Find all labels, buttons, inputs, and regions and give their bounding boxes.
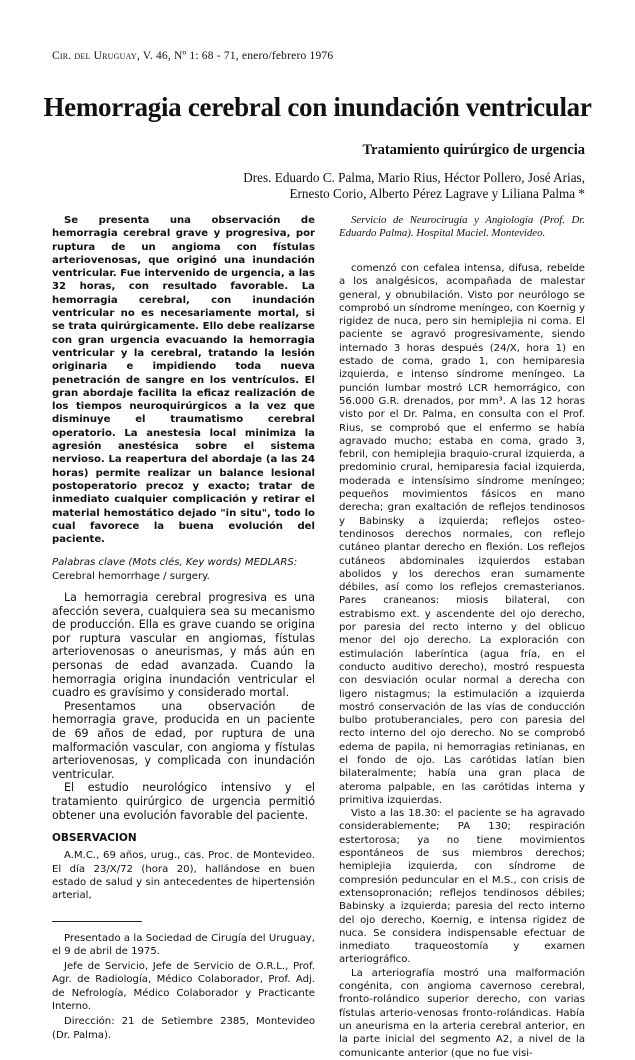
introduction	[52, 591, 315, 822]
footnote-divider	[52, 921, 142, 922]
section-heading: OBSERVACION	[52, 832, 137, 845]
intro-paragraph: Presentamos una observación de hemorragia grave, producida en un paciente de 69 años de edad, por ruptura de una malformación vascular, con angioma y fístulas arteriovenosas, y complicada con inundación ventricular.	[52, 699, 315, 781]
keywords-label: Palabras clave (Mots clés, Key words) MEDLARS:	[52, 557, 298, 569]
right-column	[339, 214, 585, 1060]
keywords-value: Cerebral hemorrhage / surgery.	[52, 570, 210, 582]
footnote: Presentado a la Sociedad de Cirugía del Uruguay, el 9 de abril de 1975.	[52, 932, 315, 957]
journal-details: V. 46, Nº 1: 68 - 71, enero/febrero 1976	[142, 50, 334, 62]
abstract: Se presenta una observación de hemorragia cerebral grave y progresiva, por ruptura de un angioma con fístulas arteriovenosas, que originó una inundación ventricular. Fue intervenido de urgencia, a las 32 horas, con resultado favorable. La hemorragia cerebral, con inundación ventricular no es necesariamente mortal, si se trata quirúrgicamente. Ello debe realizarse con gran urgencia evacuando la hemorragia ventricular y la cerebral, tratando la lesión originaria e impidiendo toda nueva penetración de sangre en los ventrículos. El gran abordaje facilita la eficaz realización de los tiempos neuroquirúrgicos a la vez que disminuye el traumatismo cerebral operatorio. La anestesia local minimiza la agresión anestésica sobre el sistema nervioso. La reapertura del abordaje (a las 24 horas) permite realizar un balance lesional postoperatorio precoz y exacto; tratar de inmediato cualquier complicación y retirar el material hemostático dejado "in situ", todo lo cual favorece la buena evolución del paciente.	[52, 215, 315, 546]
footnote: Jefe de Servicio, Jefe de Servicio de O.R.L., Prof. Agr. de Radiología, Médico Colaborador, Prof. Adj. de Nefrología, Médico Colaborador y Practicante Interno.	[52, 961, 315, 1013]
journal-citation	[52, 50, 333, 62]
keywords	[52, 556, 315, 583]
article-title: Hemorragia cerebral con inundación ventricular	[43, 92, 592, 122]
author-line-1: Dres. Eduardo C. Palma, Mario Rius, Héctor Pollero, José Arias,	[243, 170, 585, 185]
intro-paragraph: La hemorragia cerebral progresiva es una afección severa, cualquiera sea su mecanismo de producción. Ella es grave cuando se origina por ruptura vascular en angiomas, fístulas arteriovenosas o aneurismas, y más aún en personas de edad avanzada. Cuando la hemorragia origina inundación ventricular el cuadro es gravísimo y considerado mortal.	[52, 591, 315, 700]
body-paragraph: Visto a las 18.30: el paciente se ha agravado considerablemente; PA 130; respiración estertorosa; ya no tiene movimientos espontáneos de sus miembros derechos; hemiplejia izquierda, con síndrome de compresión peduncular en el M.S., con crisis de extensopronación; reflejos tendinosos débiles; Babinsky a izquierda; paresia del recto interno del ojo derecho, Koernig, e intensa rigidez de nuca. Se considera indispensable efectuar de inmediato traqueostomía y examen arteriográfico.	[339, 808, 585, 966]
article-subtitle: Tratamiento quirúrgico de urgencia	[362, 142, 585, 158]
case-description	[339, 262, 585, 1060]
body-paragraph: comenzó con cefalea intensa, difusa, rebelde a los analgésicos, acompañada de malestar general, y obnubilación. Visto por neurólogo se comprobó un síndrome meníngeo, con Koernig y rigidez de nuca, pero sin hemiplejia ni coma. El paciente se agravó progresivamente, siendo internado 3 horas después (24/X, hora 1) en estado de coma, grado 1, con hemiparesia izquierda, e intenso síndrome meníngeo. La punción lumbar mostró LCR hemorrágico, con 56.000 G.R. drenados, por mm³. A las 12 horas visto por el Dr. Palma, en consulta con el Prof. Rius, se comprobó que el enfermo se había agravado mucho; estaba en coma, grado 3, febril, con hemiplejia braquio-crural izquierda, a predominio crural, hemiparesia facial izquierda, moderada e intensísimo síndrome meníngeo; pequeños movimientos fásicos en mano derecha; gran exaltación de reflejos tendinosos y Babinsky a izquierda; reflejos osteo-tendinosos derechos normales, con reflejo cutáneo plantar derecho en flexión. Los reflejos cutáneos abdominales izquierdos estaban abolidos y los derechos eran sumamente débiles, así como los reflejos cremasterianos. Pares craneanos: miosis bilateral, con estrabismo ext. y ascendente del ojo derecho, por paresia del recto interno y del oblicuo menor del ojo derecho. La exploración con estimulación laberíntica (agua fría, en el conducto auditivo derecho), mostró respuesta con desviación ocular normal a derecha con ligero nistagmus; la estimulación a izquierda mostró conservación de las vías de conducción bulbo protuberanciales, pero con paresia del recto interno del ojo derecho. No se comprobó edema de papila, ni hemorragias retinianas, en el fondo de ojo. Las carótidas latían bien bilateralmente; había una gran placa de ateroma palpable, en las carótidas interna y primitiva izquierdas.	[339, 263, 585, 806]
footnotes	[52, 932, 315, 1042]
observation-paragraph: A.M.C., 69 años, urug., cas. Proc. de Montevideo. El día 23/X/72 (hora 20), hallándose en buen estado de salud y sin antecedentes de hipertensión arterial,	[52, 850, 315, 902]
affiliation: Servicio de Neurocirugía y Angiología (Prof. Dr. Eduardo Palma). Hospital Maciel. Montevideo.	[339, 214, 585, 239]
left-column	[52, 214, 315, 1044]
author-line-2: Ernesto Corio, Alberto Pérez Lagrave y Liliana Palma *	[289, 186, 585, 201]
intro-paragraph: El estudio neurológico intensivo y el tratamiento quirúrgico de urgencia permitió obtener una evolución favorable del paciente.	[52, 781, 315, 822]
body-paragraph: La arteriografía mostró una malformación congénita, con angioma cavernoso cerebral, fronto-rolándico superior derecho, con varias fístulas arterio-venosas fronto-rolándicas. Había un aneurisma en la arteria cerebral anterior, en la parte inicial del segmento A2, a nivel de la comunicante anterior (que no fue visi-	[339, 967, 585, 1059]
journal-name: Cir. del Uruguay,	[52, 50, 140, 62]
author-list	[243, 170, 585, 202]
footnote: Dirección: 21 de Setiembre 2385, Montevideo (Dr. Palma).	[52, 1016, 315, 1041]
